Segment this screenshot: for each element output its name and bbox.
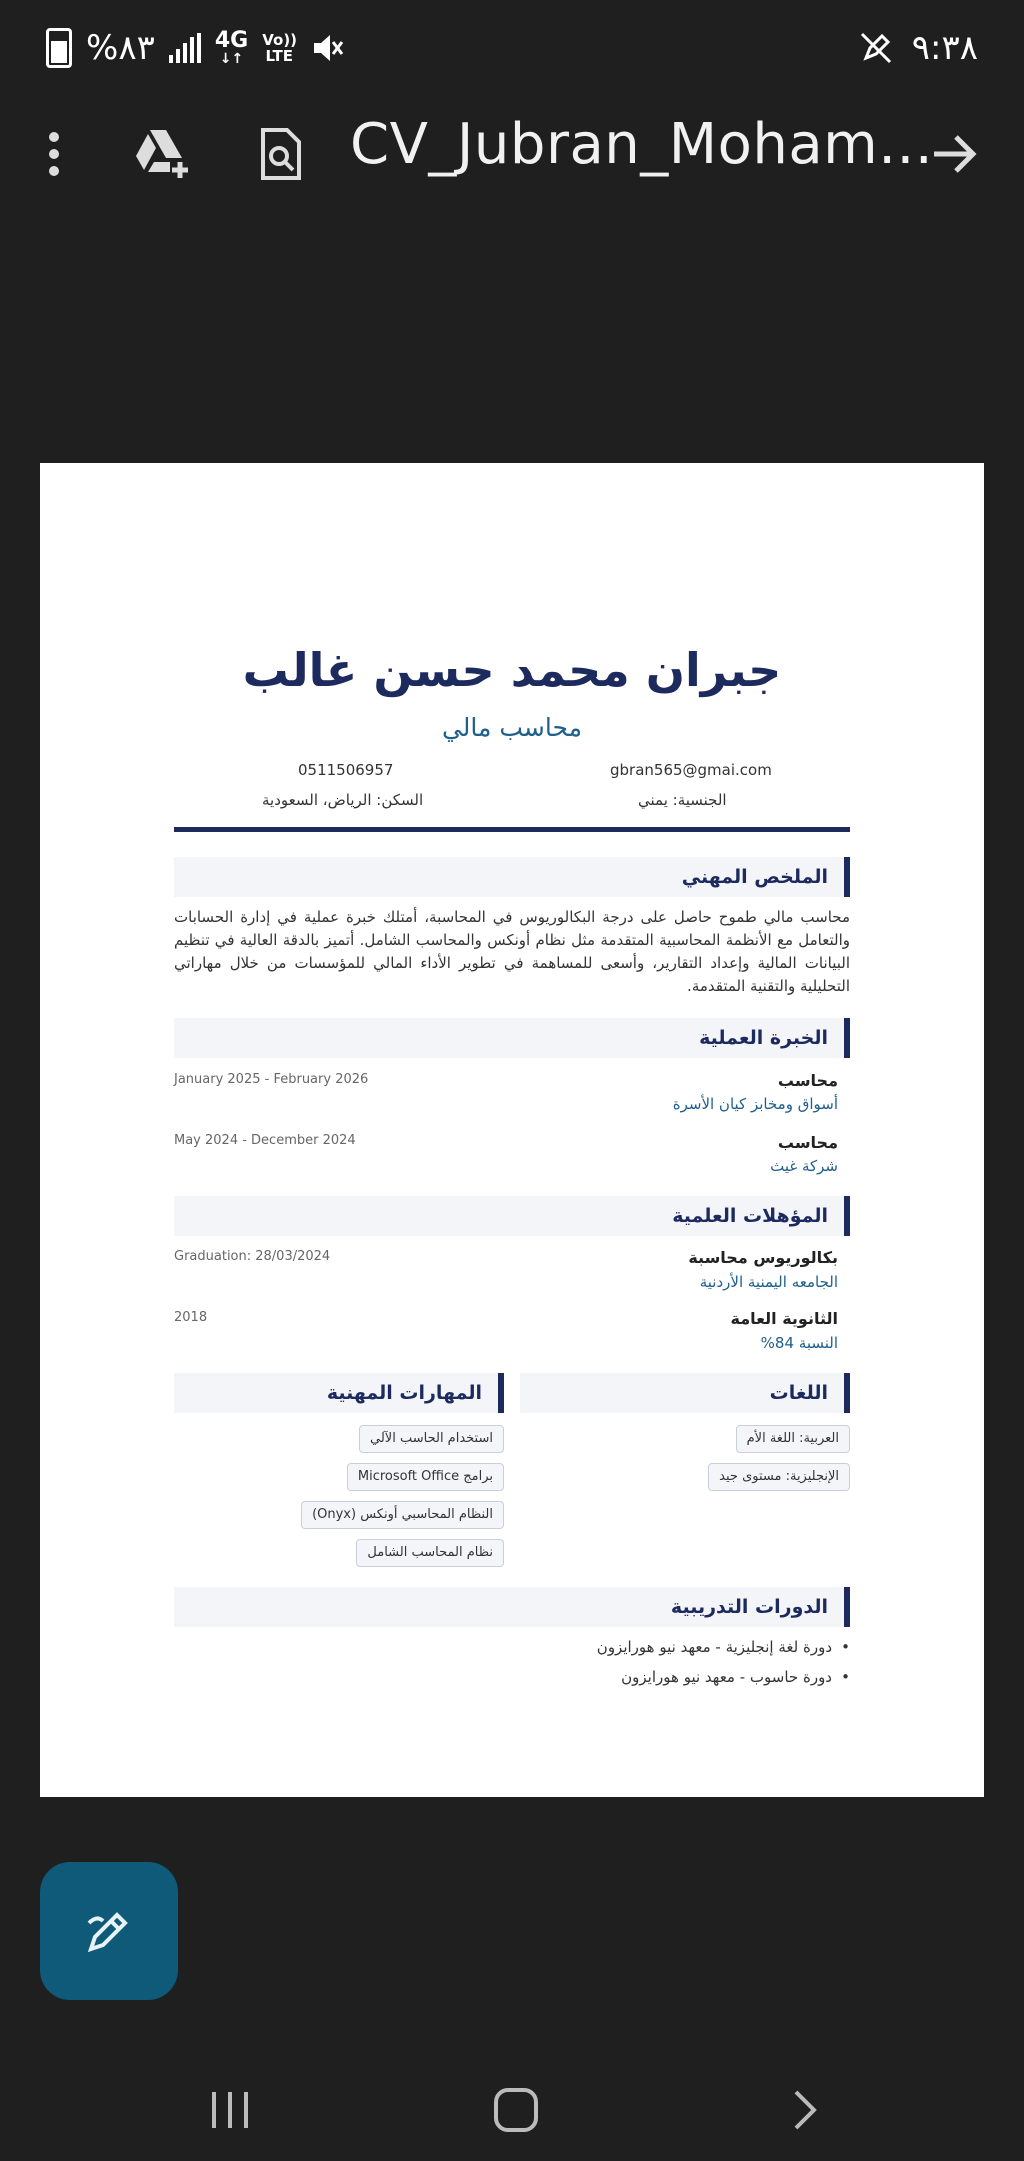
cv-document-page[interactable]: [40, 463, 984, 1797]
skill-tag: نظام المحاسب الشامل: [356, 1539, 504, 1567]
file-name-title: CV_Jubran_Moham...: [350, 112, 934, 177]
cv-phone: 0511506957: [298, 761, 394, 779]
system-nav-bar: [0, 2050, 1024, 2150]
battery-percent: %٨٣: [86, 28, 155, 68]
header-divider: [174, 827, 850, 832]
education-school: النسبة 84%: [760, 1334, 838, 1352]
volte-icon: Vo)) LTE: [262, 31, 298, 65]
experience-company: أسواق ومخابز كيان الأسرة: [672, 1095, 838, 1113]
education-date: 2018: [174, 1310, 208, 1325]
experience-heading: الخبرة العملية: [174, 1018, 850, 1058]
network-4g-icon: 4G ↓↑: [214, 28, 249, 67]
summary-text: محاسب مالي طموح حاصل على درجة البكالوريوس في المحاسبة، أمتلك خبرة عملية في إدارة الحسابات والتعامل مع الأنظمة المحاسبية المتقدمة مثل نظام أونكس والمحاسب الشامل. أتميز بالدقة العالية في تنظيم البيانات المالية وإعداد التقارير، وأسعى للمساهمة في تطوير الأداء المالي للمؤسسات من خلال مهاراتي التحليلية والتقنية المتقدمة.: [174, 908, 850, 995]
education-degree: بكالوريوس محاسبة: [688, 1248, 838, 1267]
language-tag: العربية: اللغة الأم: [736, 1425, 850, 1453]
muted-icon: [310, 31, 344, 65]
experience-title: محاسب: [777, 1071, 838, 1090]
education-degree: الثانوية العامة: [730, 1309, 838, 1328]
course-item: • دورة لغة إنجليزية - معهد نيو هورايزون: [597, 1638, 832, 1656]
language-tag: الإنجليزية: مستوى جيد: [708, 1463, 850, 1491]
home-icon[interactable]: [486, 2080, 546, 2140]
cv-name: جبران محمد حسن غالب: [242, 643, 782, 697]
summary-heading: الملخص المهني: [174, 857, 850, 897]
skill-tag: استخدام الحاسب الآلي: [359, 1425, 504, 1453]
languages-heading: اللغات: [520, 1373, 850, 1413]
skills-heading: المهارات المهنية: [174, 1373, 504, 1413]
courses-heading: الدورات التدريبية: [174, 1587, 850, 1627]
battery-icon: [46, 28, 72, 68]
signal-bars-icon: [169, 33, 201, 63]
experience-title: محاسب: [777, 1133, 838, 1152]
experience-period: January 2025 - February 2026: [174, 1072, 369, 1087]
status-right: [858, 28, 978, 68]
cv-nationality: الجنسية: يمني: [638, 791, 727, 809]
status-bar: [0, 0, 1024, 96]
clock: ٩:٣٨: [911, 28, 978, 68]
back-icon[interactable]: [774, 2080, 834, 2140]
education-heading: المؤهلات العلمية: [174, 1196, 850, 1236]
experience-period: May 2024 - December 2024: [174, 1133, 356, 1148]
skill-tag: برامج Microsoft Office: [347, 1463, 504, 1491]
course-item: • دورة حاسوب - معهد نيو هورايزون: [621, 1668, 832, 1686]
education-school: الجامعه اليمنية الأردنية: [699, 1273, 838, 1291]
doc-search-icon[interactable]: [252, 126, 308, 182]
skill-tag: النظام المحاسبي أونكس (Onyx): [301, 1501, 504, 1529]
pen-off-icon: [858, 30, 894, 66]
cv-residence: السكن: الرياض، السعودية: [262, 791, 424, 809]
cv-job-title: محاسب مالي: [441, 713, 583, 742]
drive-add-icon[interactable]: [132, 126, 194, 182]
experience-company: شركة غيث: [770, 1157, 838, 1175]
recent-apps-icon[interactable]: [200, 2080, 260, 2140]
more-vert-icon[interactable]: [26, 126, 82, 182]
edit-fab-button[interactable]: [40, 1862, 178, 2000]
cv-email: gbran565@gmai.com: [610, 761, 772, 779]
arrow-forward-icon[interactable]: [926, 126, 982, 182]
education-date: Graduation: 28/03/2024: [174, 1249, 331, 1264]
status-left: [46, 28, 344, 68]
edit-pen-icon: [81, 1903, 137, 1959]
